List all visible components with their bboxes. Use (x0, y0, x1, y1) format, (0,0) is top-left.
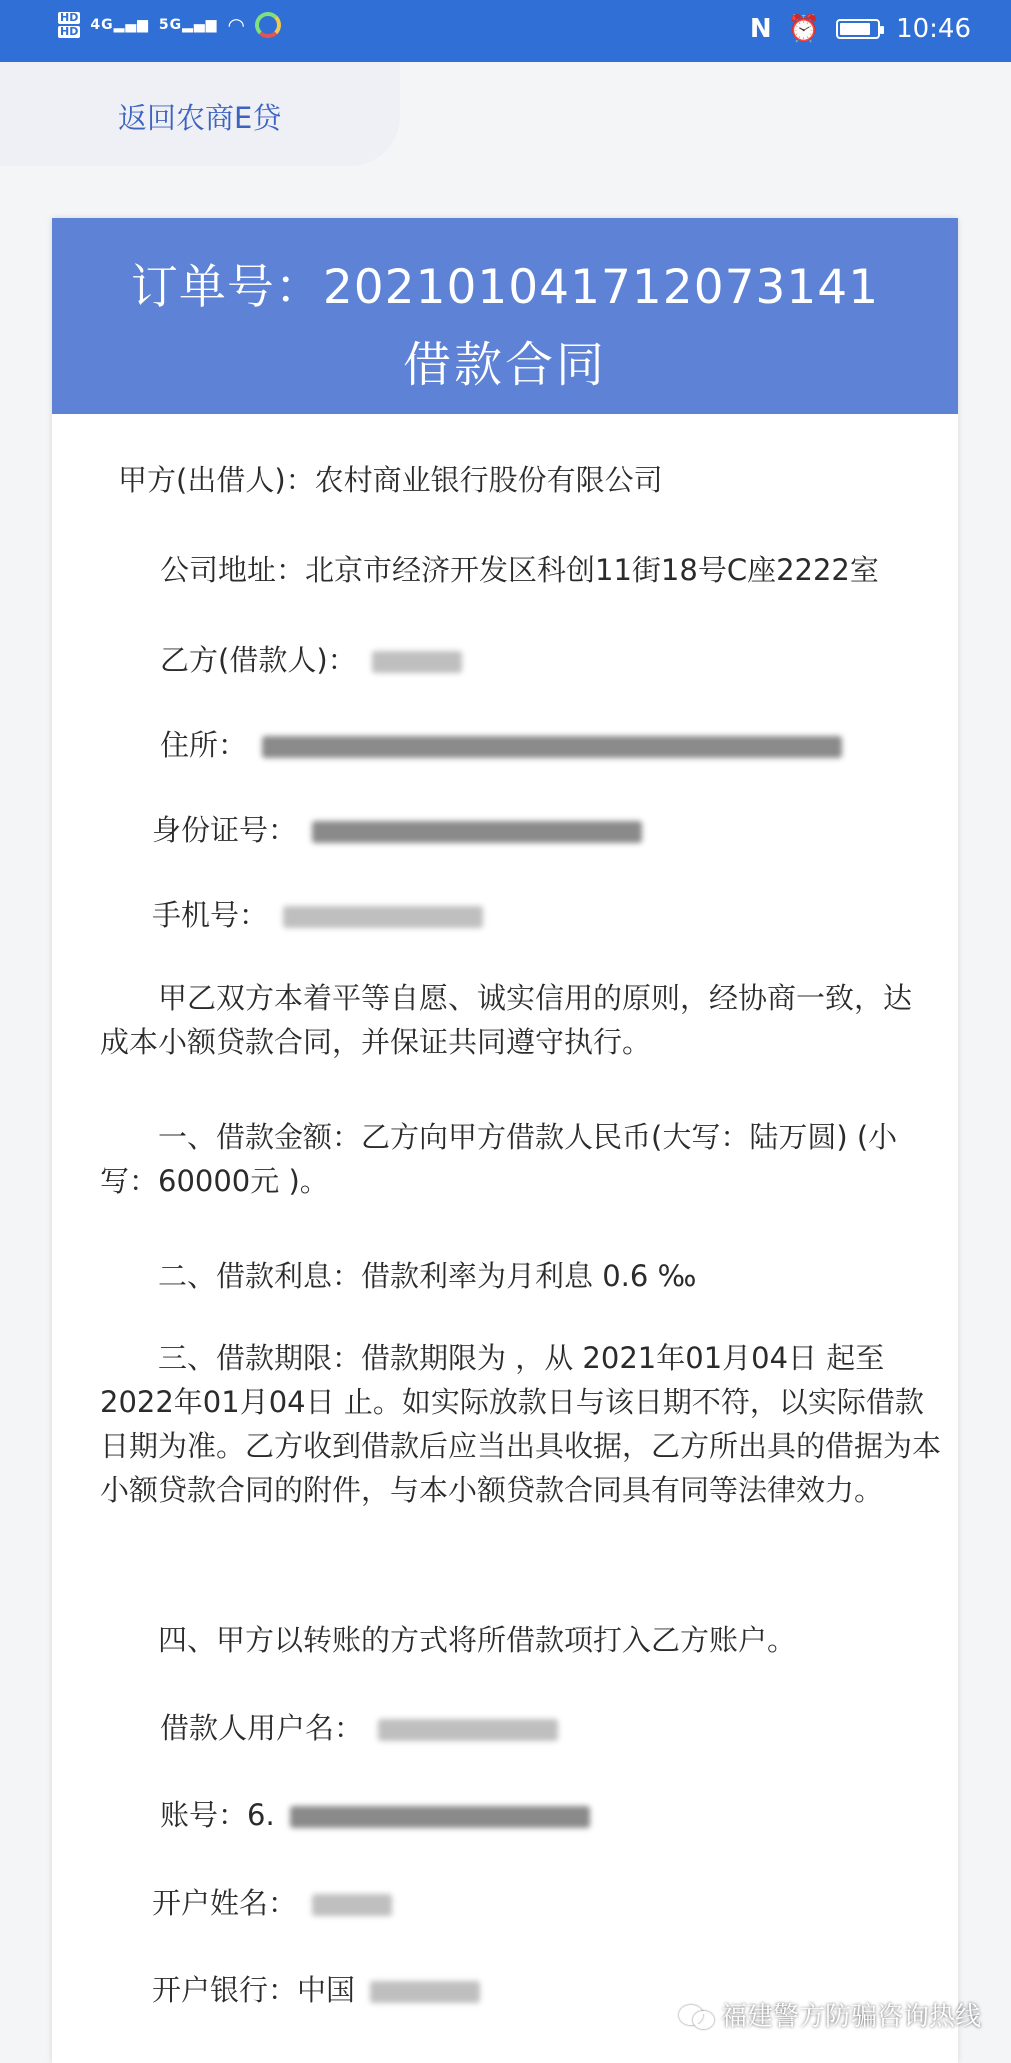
residence-redacted (262, 736, 842, 758)
id-label: 身份证号： (152, 813, 298, 847)
account-user-row (160, 1706, 558, 1747)
residence-row (160, 723, 842, 764)
address-row (160, 548, 879, 589)
signal-4g-icon: 4G▂▄▆ (90, 17, 149, 33)
status-left (58, 12, 281, 38)
account-name-row (152, 1881, 392, 1922)
borrower-label: 乙方(借款人)： (160, 643, 357, 677)
account-user-redacted (378, 1719, 558, 1741)
watermark (679, 1996, 981, 2033)
contract-header (52, 218, 958, 414)
bank-row (152, 1968, 480, 2009)
id-row (152, 808, 642, 849)
phone-label: 手机号： (152, 898, 269, 932)
phone-redacted (283, 906, 483, 928)
lender-value: 农村商业银行股份有限公司 (314, 463, 663, 497)
borrower-redacted (372, 651, 462, 673)
bank-redacted (370, 1981, 480, 2003)
account-name-label: 开户姓名： (152, 1886, 298, 1920)
account-no-label: 账号： (160, 1798, 248, 1832)
order-number-line (52, 250, 958, 317)
network-label-2: 5G (158, 17, 183, 33)
clause-2-interest: 二、借款利息：借款利率为月利息 0.6 ‰ (158, 1259, 697, 1293)
bank-partial: 中国 (297, 1973, 356, 2007)
hd-badge-1: HD (60, 11, 79, 24)
status-right (750, 14, 971, 44)
account-user-label: 借款人用户名： (160, 1711, 364, 1745)
app-notification-icon (255, 12, 281, 38)
borrower-row (160, 638, 462, 679)
lender-label: 甲方(出借人)： (118, 463, 315, 497)
signal-5g-icon: 5G▂▄▆ (158, 17, 218, 33)
status-bar (0, 0, 1011, 62)
contract-card (52, 218, 958, 2063)
order-label: 订单号： (130, 260, 323, 315)
id-redacted (312, 821, 642, 843)
clause-3-term: 三、借款期限：借款期限为 ，从 2021年01月04日 起至 2022年01月04日 止。如实际放款日与该日期不符，以实际借款日期为准。乙方收到借款后应当出具收据，乙方所出具的借据为本小额贷款合同的附件，与本小额贷款合同具有同等法律效力。 (100, 1341, 942, 1507)
watermark-text: 福建警方防骗咨询热线 (720, 2002, 981, 2032)
network-label-1: 4G (90, 17, 114, 33)
account-no-redacted (290, 1806, 590, 1828)
phone-row (152, 893, 483, 934)
address-value: 北京市经济开发区科创11街18号C座2222室 (305, 553, 879, 587)
account-name-redacted (312, 1894, 392, 1916)
lender-row (118, 458, 663, 499)
wifi-icon: ◠ (227, 13, 245, 37)
nfc-icon: N (749, 14, 772, 44)
clause-1-amount: 一、借款金额：乙方向甲方借款人民币(大写：陆万圆) (小写：60000元 )。 (100, 1120, 898, 1198)
address-label: 公司地址： (160, 553, 306, 587)
intro-paragraph: 甲乙双方本着平等自愿、诚实信用的原则，经协商一致，达成本小额贷款合同，并保证共同遵守执行。 (100, 981, 913, 1059)
wechat-icon (679, 2003, 713, 2027)
clause-4-transfer: 四、甲方以转账的方式将所借款项打入乙方账户。 (158, 1623, 797, 1657)
alarm-icon: ⏰ (787, 14, 821, 44)
hd-indicator (58, 12, 80, 38)
order-number: 20210104171207314​1 (322, 260, 880, 315)
battery-icon (836, 19, 880, 39)
hd-badge-2: HD (60, 25, 79, 38)
account-no-row (160, 1793, 590, 1834)
account-no-partial: 6. (247, 1798, 275, 1832)
back-link[interactable]: 返回农商E贷 (118, 101, 282, 135)
contract-title: 借款合同 (402, 337, 607, 393)
residence-label: 住所： (160, 728, 248, 762)
bank-label: 开户银行： (152, 1973, 298, 2007)
clock-time: 10:46 (896, 14, 971, 44)
